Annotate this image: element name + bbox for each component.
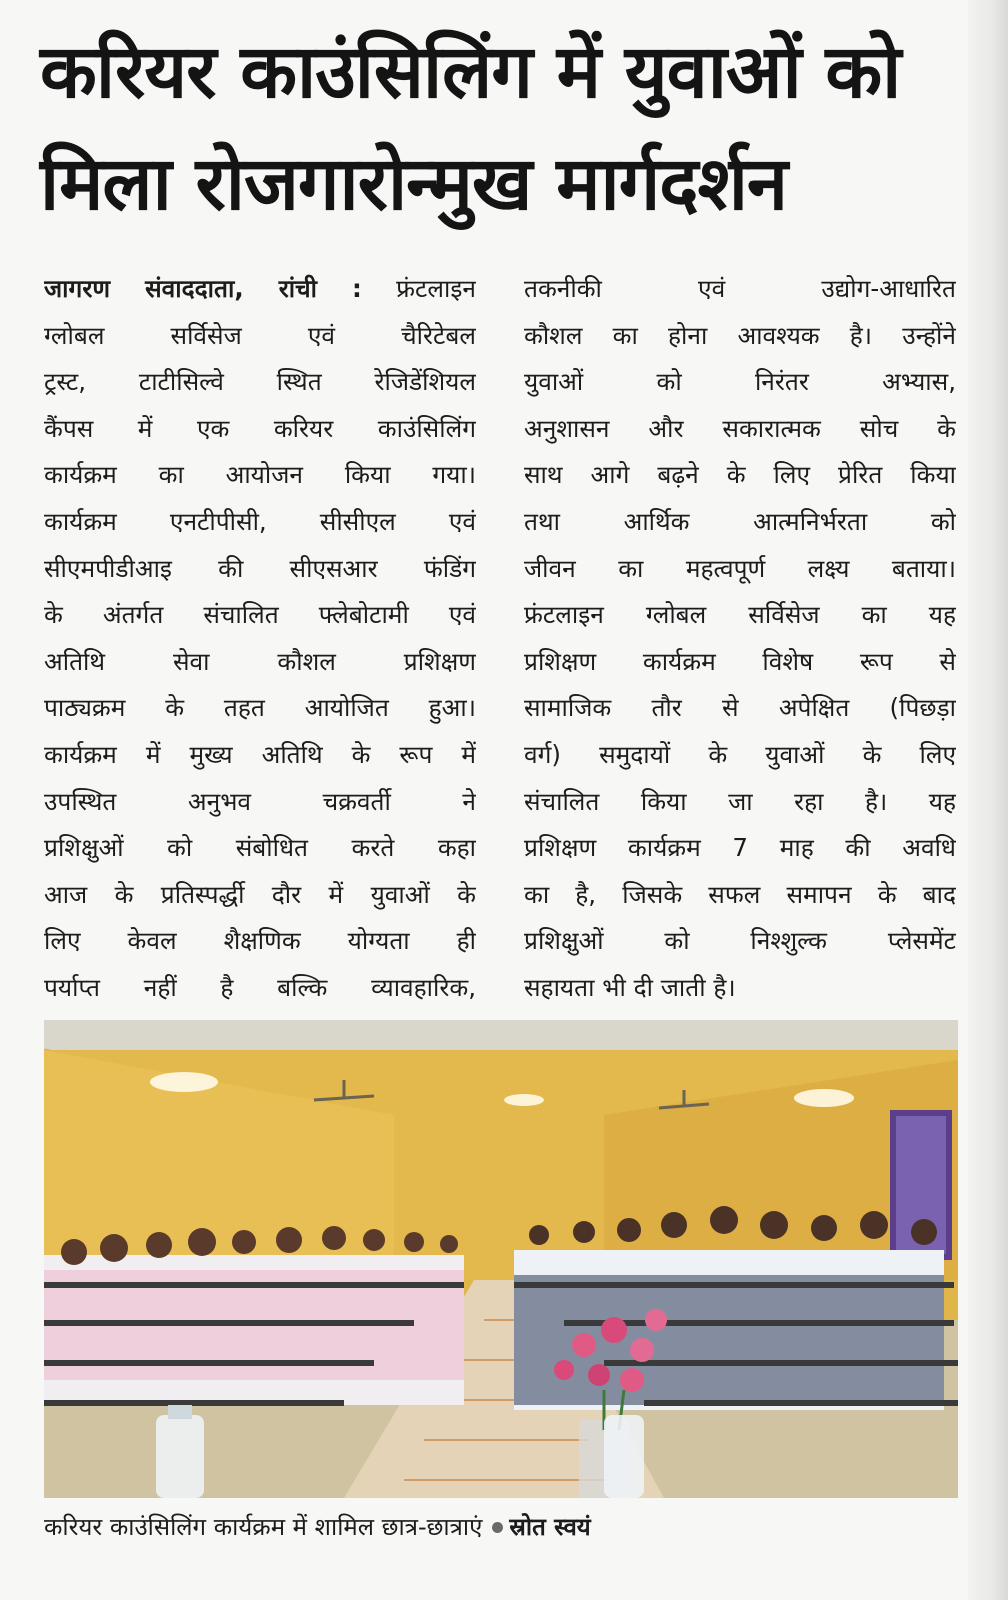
article-line: सहायता भी दी जाती है। [524,972,736,1002]
page-edge [968,0,1008,1600]
article-line: आज के प्रतिस्पर्द्धी दौर में युवाओं के [44,879,476,909]
light-fixture [794,1089,854,1107]
article-line: अतिथि सेवा कौशल प्रशिक्षण [44,646,476,676]
article-line: का है, जिसके सफल समापन के बाद [524,879,956,909]
article-line: साथ आगे बढ़ने के लिए प्रेरित किया [524,460,956,490]
article-line: प्रशिक्षण कार्यक्रम 7 माह की अवधि [524,833,956,863]
article-line: प्रशिक्षण कार्यक्रम विशेष रूप से [524,646,956,676]
article-line: प्रशिक्षुओं को संबोधित करते कहा [44,833,476,863]
article-line: लिए केवल शैक्षणिक योग्यता ही [44,926,476,956]
headline-line-2: मिला रोजगारोन्मुख मार्गदर्शन [40,141,787,227]
article-line: सीएमपीडीआइ की सीएसआर फंडिंग [44,553,476,583]
article-column-left [44,266,476,1012]
article-line: तकनीकी एवं उद्योग-आधारित [524,274,956,303]
article-line: पर्याप्त नहीं है बल्कि व्यावहारिक, [44,972,476,1002]
headline-line-1: करियर काउंसिलिंग में युवाओं को [40,29,901,115]
article-line: कौशल का होना आवश्यक है। उन्होंने [524,320,956,350]
photo-caption [44,1510,958,1544]
article-line: ट्रस्ट, टाटीसिल्वे स्थित रेजिडेंशियल [44,367,476,397]
byline: जागरण संवाददाता, रांची : [44,274,362,303]
photo-credit: स्रोत स्वयं [509,1513,591,1541]
article-line: कार्यक्रम में मुख्य अतिथि के रूप में [44,739,476,769]
article-line: पाठ्यक्रम के तहत आयोजित हुआ। [44,693,476,723]
article-line [44,266,476,313]
article-column-right [524,266,956,1012]
article-line: वर्ग) समुदायों के युवाओं के लिए [524,739,956,769]
headline [40,16,970,240]
article-line: संचालित किया जा रहा है। यह [524,786,956,816]
caption-text: करियर काउंसिलिंग कार्यक्रम में शामिल छात्र-छात्राएं [44,1513,483,1541]
article-line: के अंतर्गत संचालित फ्लेबोटामी एवं [44,600,476,630]
article-line: कार्यक्रम का आयोजन किया गया। [44,460,476,490]
article-line: प्रशिक्षुओं को निश्शुल्क प्लेसमेंट [524,926,956,956]
light-fixture [504,1094,544,1106]
article-line-text: फ्रंटलाइन [396,274,476,303]
article-line: जीवन का महत्वपूर्ण लक्ष्य बताया। [524,553,956,583]
article-line: ग्लोबल सर्विसेज एवं चैरिटेबल [44,320,476,350]
article-line: कैंपस में एक करियर काउंसिलिंग [44,413,476,443]
light-fixture [150,1072,218,1092]
classroom-photo [44,1020,958,1498]
article-line: कार्यक्रम एनटीपीसी, सीसीएल एवं [44,506,476,536]
article-line: उपस्थित अनुभव चक्रवर्ती ने [44,786,476,816]
article-line: सामाजिक तौर से अपेक्षित (पिछड़ा [524,693,956,723]
article-line: युवाओं को निरंतर अभ्यास, [524,367,956,397]
bullet-icon [492,1522,503,1533]
article-line: अनुशासन और सकारात्मक सोच के [524,413,956,443]
article-line: तथा आर्थिक आत्मनिर्भरता को [524,506,956,536]
article-line: फ्रंटलाइन ग्लोबल सर्विसेज का यह [524,600,956,630]
